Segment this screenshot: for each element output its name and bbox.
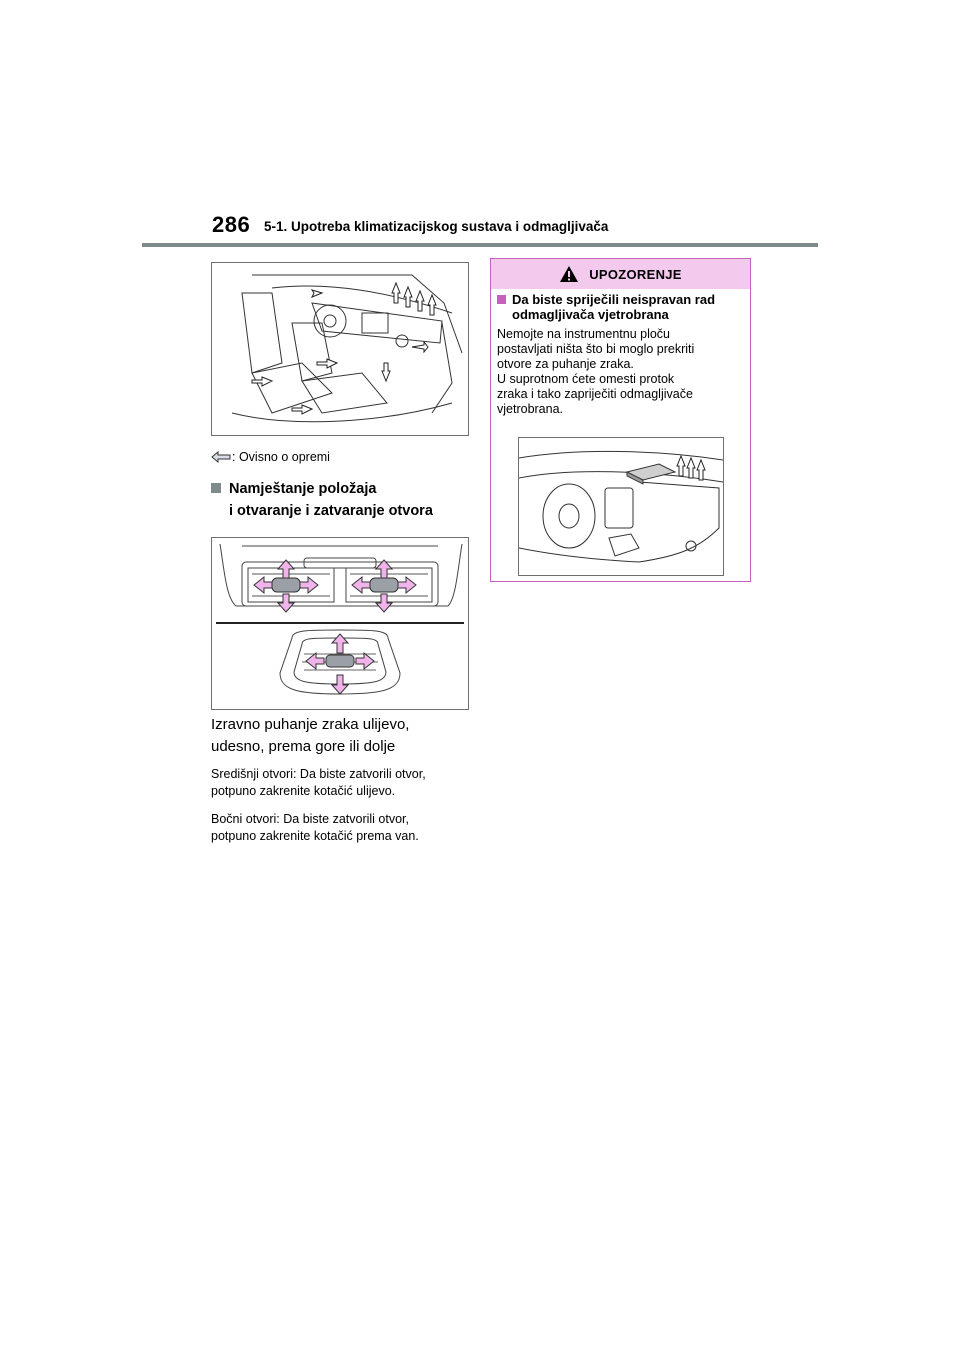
dashboard-obstruction-illustration: [518, 437, 724, 576]
heading-line-1: Namještanje položaja: [229, 481, 377, 497]
lead-line-1: Izravno puhanje zraka ulijevo,: [211, 716, 410, 733]
warning-subheading-line-1: Da biste spriječili neispravan rad: [512, 292, 716, 307]
warning-bullet-square: [497, 295, 506, 304]
heading-line-2: i otvaranje i zatvaranje otvora: [229, 503, 433, 519]
heading-bullet-square: [211, 483, 221, 493]
warning-text-line-5: zraka i tako zapriječiti odmagljivače: [497, 387, 693, 401]
warning-subheading-line-2: odmagljivača vjetrobrana: [512, 307, 669, 322]
warning-text-line-4: U suprotnom ćete omesti protok: [497, 372, 675, 386]
para2-line-1: Bočni otvori: Da biste zatvorili otvor,: [211, 812, 409, 826]
lead-line-2: udesno, prema gore ili dolje: [211, 738, 396, 755]
outline-arrow-icon: [211, 451, 231, 463]
warning-text-line-1: Nemojte na instrumentnu ploču: [497, 327, 671, 341]
warning-title: UPOZORENJE: [589, 266, 682, 282]
center-vents-paragraph: [211, 766, 473, 800]
chapter-title: 5-1. Upotreba klimatizacijskog sustava i odmagljivača: [264, 219, 609, 234]
equipment-legend: [211, 450, 330, 464]
warning-header: [491, 259, 750, 289]
warning-text-line-2: postavljati ništa što bi moglo prekriti: [497, 342, 695, 356]
para1-line-2: potpuno zakrenite kotačić ulijevo.: [211, 784, 396, 798]
vent-adjustment-illustration: [211, 537, 469, 710]
warning-triangle-icon: [559, 265, 579, 283]
header-divider: [142, 243, 818, 247]
warning-subheading: [497, 292, 745, 322]
para2-line-2: potpuno zakrenite kotačić prema van.: [211, 829, 419, 843]
page-number: 286: [212, 212, 251, 237]
side-vents-paragraph: [211, 811, 473, 845]
warning-text-line-3: otvore za puhanje zraka.: [497, 357, 634, 371]
legend-text: : Ovisno o opremi: [232, 450, 330, 464]
warning-body-text: [497, 327, 742, 417]
warning-box: [490, 258, 751, 582]
warning-text-line-6: vjetrobrana.: [497, 402, 564, 416]
section-heading: [211, 478, 471, 522]
vent-direction-text: [211, 714, 471, 758]
para1-line-1: Središnji otvori: Da biste zatvorili otvor,: [211, 767, 426, 781]
cabin-airflow-illustration: [211, 262, 469, 436]
